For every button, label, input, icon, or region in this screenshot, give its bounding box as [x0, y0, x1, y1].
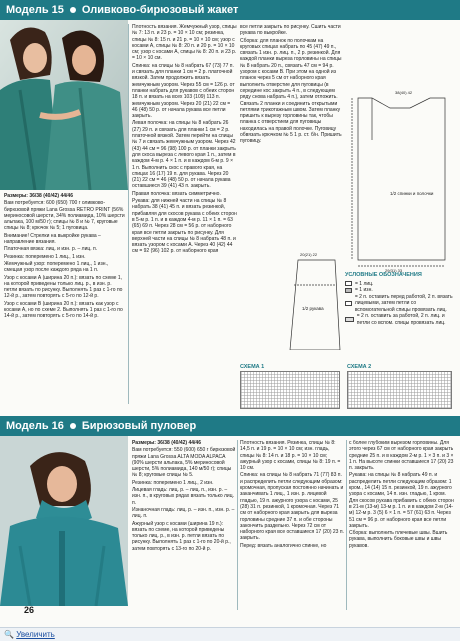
scheme2-grid: [347, 371, 452, 409]
model15-photo: [0, 20, 128, 190]
text-garter: Платочная вязка: лиц. и изн. р. – лиц. п.: [4, 246, 98, 253]
footer-bar: [0, 627, 460, 641]
model15-col2: [132, 24, 237, 407]
model16-number: Модель 16: [6, 420, 64, 432]
column-divider: [128, 24, 129, 404]
column-divider: [237, 440, 238, 610]
text-materials: Вам потребуется: 600 (650) 700 г оливково-бирюзовой пряжи Lana Grossa RETRO PRINT (56% мериносовой шерсти, 34% полиамида, 10% шерсти альпака, 100 м/50 г); спицы № 8 и № 7, круговые спицы № 8; крючок № 5; 1 пуговица.: [4, 200, 125, 232]
scheme2-title: СХЕМА 2: [347, 364, 372, 370]
text-back: Спинка: на спицы № 8 набрать 71 (77) 83 п. и распределить петли следующим образом: кромочная, пропуская постоянно начинать и заканчивать 1 лиц., 1 изн. р. лицевой гладью, 19 п. ажурного узора с косами, 25 (28) 31 п. резинкой, 1 кромочная. Через 71 см от наборного края закрыть для выреза горловины средние 37 п. и обе стороны закончить раздельно. Через 72 см от наборного края все оставшиеся 17 (20) 23 п. закрыть.: [240, 472, 344, 542]
bullet-icon: [70, 423, 76, 429]
text-seed: Жемчужный узор: поперемено 1 лиц., 1 изн., смещая узор после каждого ряда на 1 п.: [4, 260, 109, 274]
cable-front-icon: [345, 301, 352, 306]
text-lace-cable: Ажурный узор с косами (ширина 19 п.): вязать по схеме, на которой приведены только лиц. р., в изн. р. петли вязать по рисунку. Выполнять 1 раз с 1-го по 20-й р., затем повторять с 13-го по 20-й р.: [132, 520, 231, 552]
svg-text:1/2 спинки и полочки: 1/2 спинки и полочки: [390, 191, 434, 196]
legend-title: УСЛОВНЫЕ ОБОЗНАЧЕНИЯ: [345, 272, 422, 278]
text-left-front: Левая полочка: на спицы № 8 набрать 26 (27) 29 п. и связать для планки 1 см = 2 р. платочной вязкой. Затем перейти на спицы № 7 и связать жемчужным узором. Через 42 (43) 44 см = 96 (98) 100 р. от планки закрыть для скоса выреза с левого края 1 п., затем в каждом 4-м р. 4 × 1 п. и в каждом 6-м р. 9 × 1 п. Выполнить скос с правого края, на спицах 16 (17) 19 п. для рукава. Через 20 (21) 22 см = 46 (48) 50 р. от начала рукава оставшиеся 39 (41) 43 п. закрыть.: [132, 120, 236, 190]
purl-symbol-icon: [345, 288, 352, 293]
svg-text:1/2 рукава: 1/2 рукава: [302, 306, 324, 311]
text-back: Спинка: на спицы № 8 набрать 67 (73) 77 п. и связать для планки 1 см = 2 р. платочной вязкой. Затем продолжить вязать жемчужным узором. Через 55 см = 126 р. от планки набрать для рукавов с обеих сторон 18 п. и вязать на всех 103 (109) 113 п. жемчужным узором. Через 20 (21) 22 см = 46 (48) 50 р. от начала рукава все петли закрыть.: [132, 62, 235, 120]
model16-photo: [0, 436, 128, 606]
text-stockinette: Лицевая гладь: лиц. р. – лиц. п., изн. р. – изн. п., в круговых рядах вязать только лиц. п.: [132, 487, 234, 506]
model16-col1: [132, 440, 236, 612]
text-sleeves: Рукава: на спицы № 8 набрать 49 п. и распределить петли следующим образом: 1 кром., 14 (14) 15 п. резинкой, 19 п. ажурного узора с косами, 14 п. изн. гладью, 1 кром. Для скосов рукава прибавить с обеих сторон в 21-м (13-м) 13-м р. 1 п. и в каждом 2-м (14-м) 12-м р. 3 (5) 6 × 1 п. = 57 (61) 63 п. Через 51 см = 96 р. от наборного края все петли закрыть.: [349, 472, 454, 529]
text-assembly-2: Сборка: для планок по полочкам на круговых спицах набрать по 45 (47) 49 п., связать 1 изн. р. лиц. п., 2 р. резинкой. Для каждой планки выреза горловины на спицы № 8 набрать 20 п., связать 47 см = 94 р. узором с косами В. При этом на одной из планок через 5 см от наборного края выполнить отверстие для пуговицы (в середине кос закрыть 4 п., в следующем ряду снова набрать 4 п.), затем отложить. Связать 2 планки и соединить открытыми петлями трикотажным швом. Затем планку пришить к вырезу горловины так, чтобы планка с отверстием для пуговицы находилась на правой полочке. Пуговицу обвязать крючком № 5 1 р. ст. б/н. Пришить пуговицу.: [240, 37, 342, 145]
zoom-link[interactable]: Увеличить: [16, 630, 55, 639]
model15-col1: [4, 193, 125, 408]
svg-text:29(31) 33: 29(31) 33: [385, 268, 403, 273]
text-attention: Внимание! Стрелки на выкройке рукава – направление вязания.: [4, 232, 101, 246]
text-rib: Резинка: поперемено 1 лиц., 1 изн.: [4, 253, 86, 260]
text-assembly: Сборка: выполнить плечевые швы. Вшить рукава, выполнить боковые швы и швы рукавов.: [349, 530, 448, 549]
model15-header: [0, 0, 460, 20]
model16-header: [0, 416, 460, 436]
legend-item-purl: = 1 изн.: [345, 287, 457, 294]
text-front: Перед: вязать аналогично спинке, но: [240, 542, 327, 549]
bullet-icon: [70, 7, 76, 13]
svg-text:20(21) 22: 20(21) 22: [300, 252, 318, 257]
text-gauge: Плотность вязания. Резинка, спицы № 8: 14,5 п. и 19 р. = 10 × 10 см; изн. гладь, спицы № 8: 14 п. и 18 р. = 10 × 10 см; ажурный узор с косами, спицы № 8: 19 п. = 10 см.: [240, 440, 341, 472]
legend-item-cable-front: = 2 п. оставить перед работой, 2 п. вязать лицевыми, затем петли со вспомогательной спицы провязать лиц.: [345, 294, 457, 314]
text-cable-a: Узор с косами А (ширина 20 п.): вязать по схеме 1, на которой приведены только лиц. р., в изн. р. петли вязать по рисунку. Выполнять 1 раз с 1-го по 12-й р., затем повторять с 5-го по 12-й р.: [4, 274, 123, 300]
magnify-icon[interactable]: 🔍: [4, 630, 14, 639]
scheme1-grid: [240, 371, 340, 409]
text-assembly: все петли закрыть по рисунку. Сшить части рукава по выкройке.: [240, 24, 341, 37]
text-cable-b: Узор с косами В (ширина 20 п.): вязать как узор с косами А, но по схеме 2. Выполнять 1 раз с 1-го по 14-й р., затем повторять с 5-го по 14-й р.: [4, 300, 123, 320]
text-right-front: Правая полочка: вязать симметрично.: [132, 190, 221, 197]
legend: [345, 272, 457, 350]
text-sizes: Размеры: 36/38 (40/42) 44/46: [132, 440, 201, 446]
text-gauge: Плотность вязания. Жемчужный узор, спицы № 7: 13 п. и 23 р. = 10 × 10 см; резинка, спицы № 8: 15 п. и 21 р. = 10 × 10 см; узор с косами А, спицы № 8: 20 п. и 20 р. = 10 × 10 см; узор с косами А, спицы № 8: 20 п. и 23 р. = 10 × 10 см.: [132, 24, 237, 62]
model15-number: Модель 15: [6, 4, 64, 16]
cable-back-icon: [345, 317, 354, 322]
column-divider: [346, 440, 347, 610]
model16-col3: [349, 440, 456, 612]
text-materials: Вам потребуется: 550 (600) 650 г бирюзовой пряжи Lana Grossa ALTA MODA ALPACA (90% шерсти альпака, 5% мериносовой шерсти, 5% полиамида, 140 м/50 г); спицы № 8; круговые спицы № 5.: [132, 447, 236, 479]
model16-col2: [240, 440, 344, 612]
legend-item-cable-back: = 2 п. оставить за работой, 2 п. лиц. и петли со вспом. спицы провязать лиц.: [345, 313, 457, 326]
text-neckline: с более глубоким вырезом горловины. Для этого через 67 см от наборного края закрыть средние 25 п. и в каждом 2-м р. 1 × 3 п. и 3 × 1 п. На высоте спинки оставшиеся 17 (20) 23 п. закрыть.: [349, 440, 454, 472]
page-number: 26: [24, 605, 35, 615]
text-reverse-stockinette: Изнаночная гладь: лиц. р. – изн. п., изн. р. – лиц. п.: [132, 506, 235, 520]
model16-title: Бирюзовый пуловер: [81, 420, 197, 432]
model15-title: Оливково-бирюзовый жакет: [81, 4, 239, 16]
text-sleeves: Рукава: для нижней части на спицы № 8 набрать 38 (41) 45 п. и вязать резинкой, прибавляя для скосов рукава с обеих сторон в 5-м р. 1 п. и в каждом 4-м р. 11 × 1 п. = 63 (65) 69 п. Через 28 см = 56 р. от наборного края все петли закрыть по рисунку. Для верхней части на спицы № 8 набрать 48 п. и вязать узором с косами А. Через 40 (42) 44 см = 92 (96) 102 р. от наборного края: [132, 198, 237, 255]
scheme1-title: СХЕМА 1: [240, 364, 265, 370]
text-sizes: Размеры: 36/38 (40/42) 44/46: [4, 193, 73, 199]
knit-symbol-icon: [345, 281, 352, 286]
svg-text:38(40) 42: 38(40) 42: [395, 90, 413, 95]
text-rib: Резинка: поперемено 1 лиц., 2 изн.: [132, 479, 214, 486]
legend-item-knit: = 1 лиц.: [345, 281, 457, 288]
